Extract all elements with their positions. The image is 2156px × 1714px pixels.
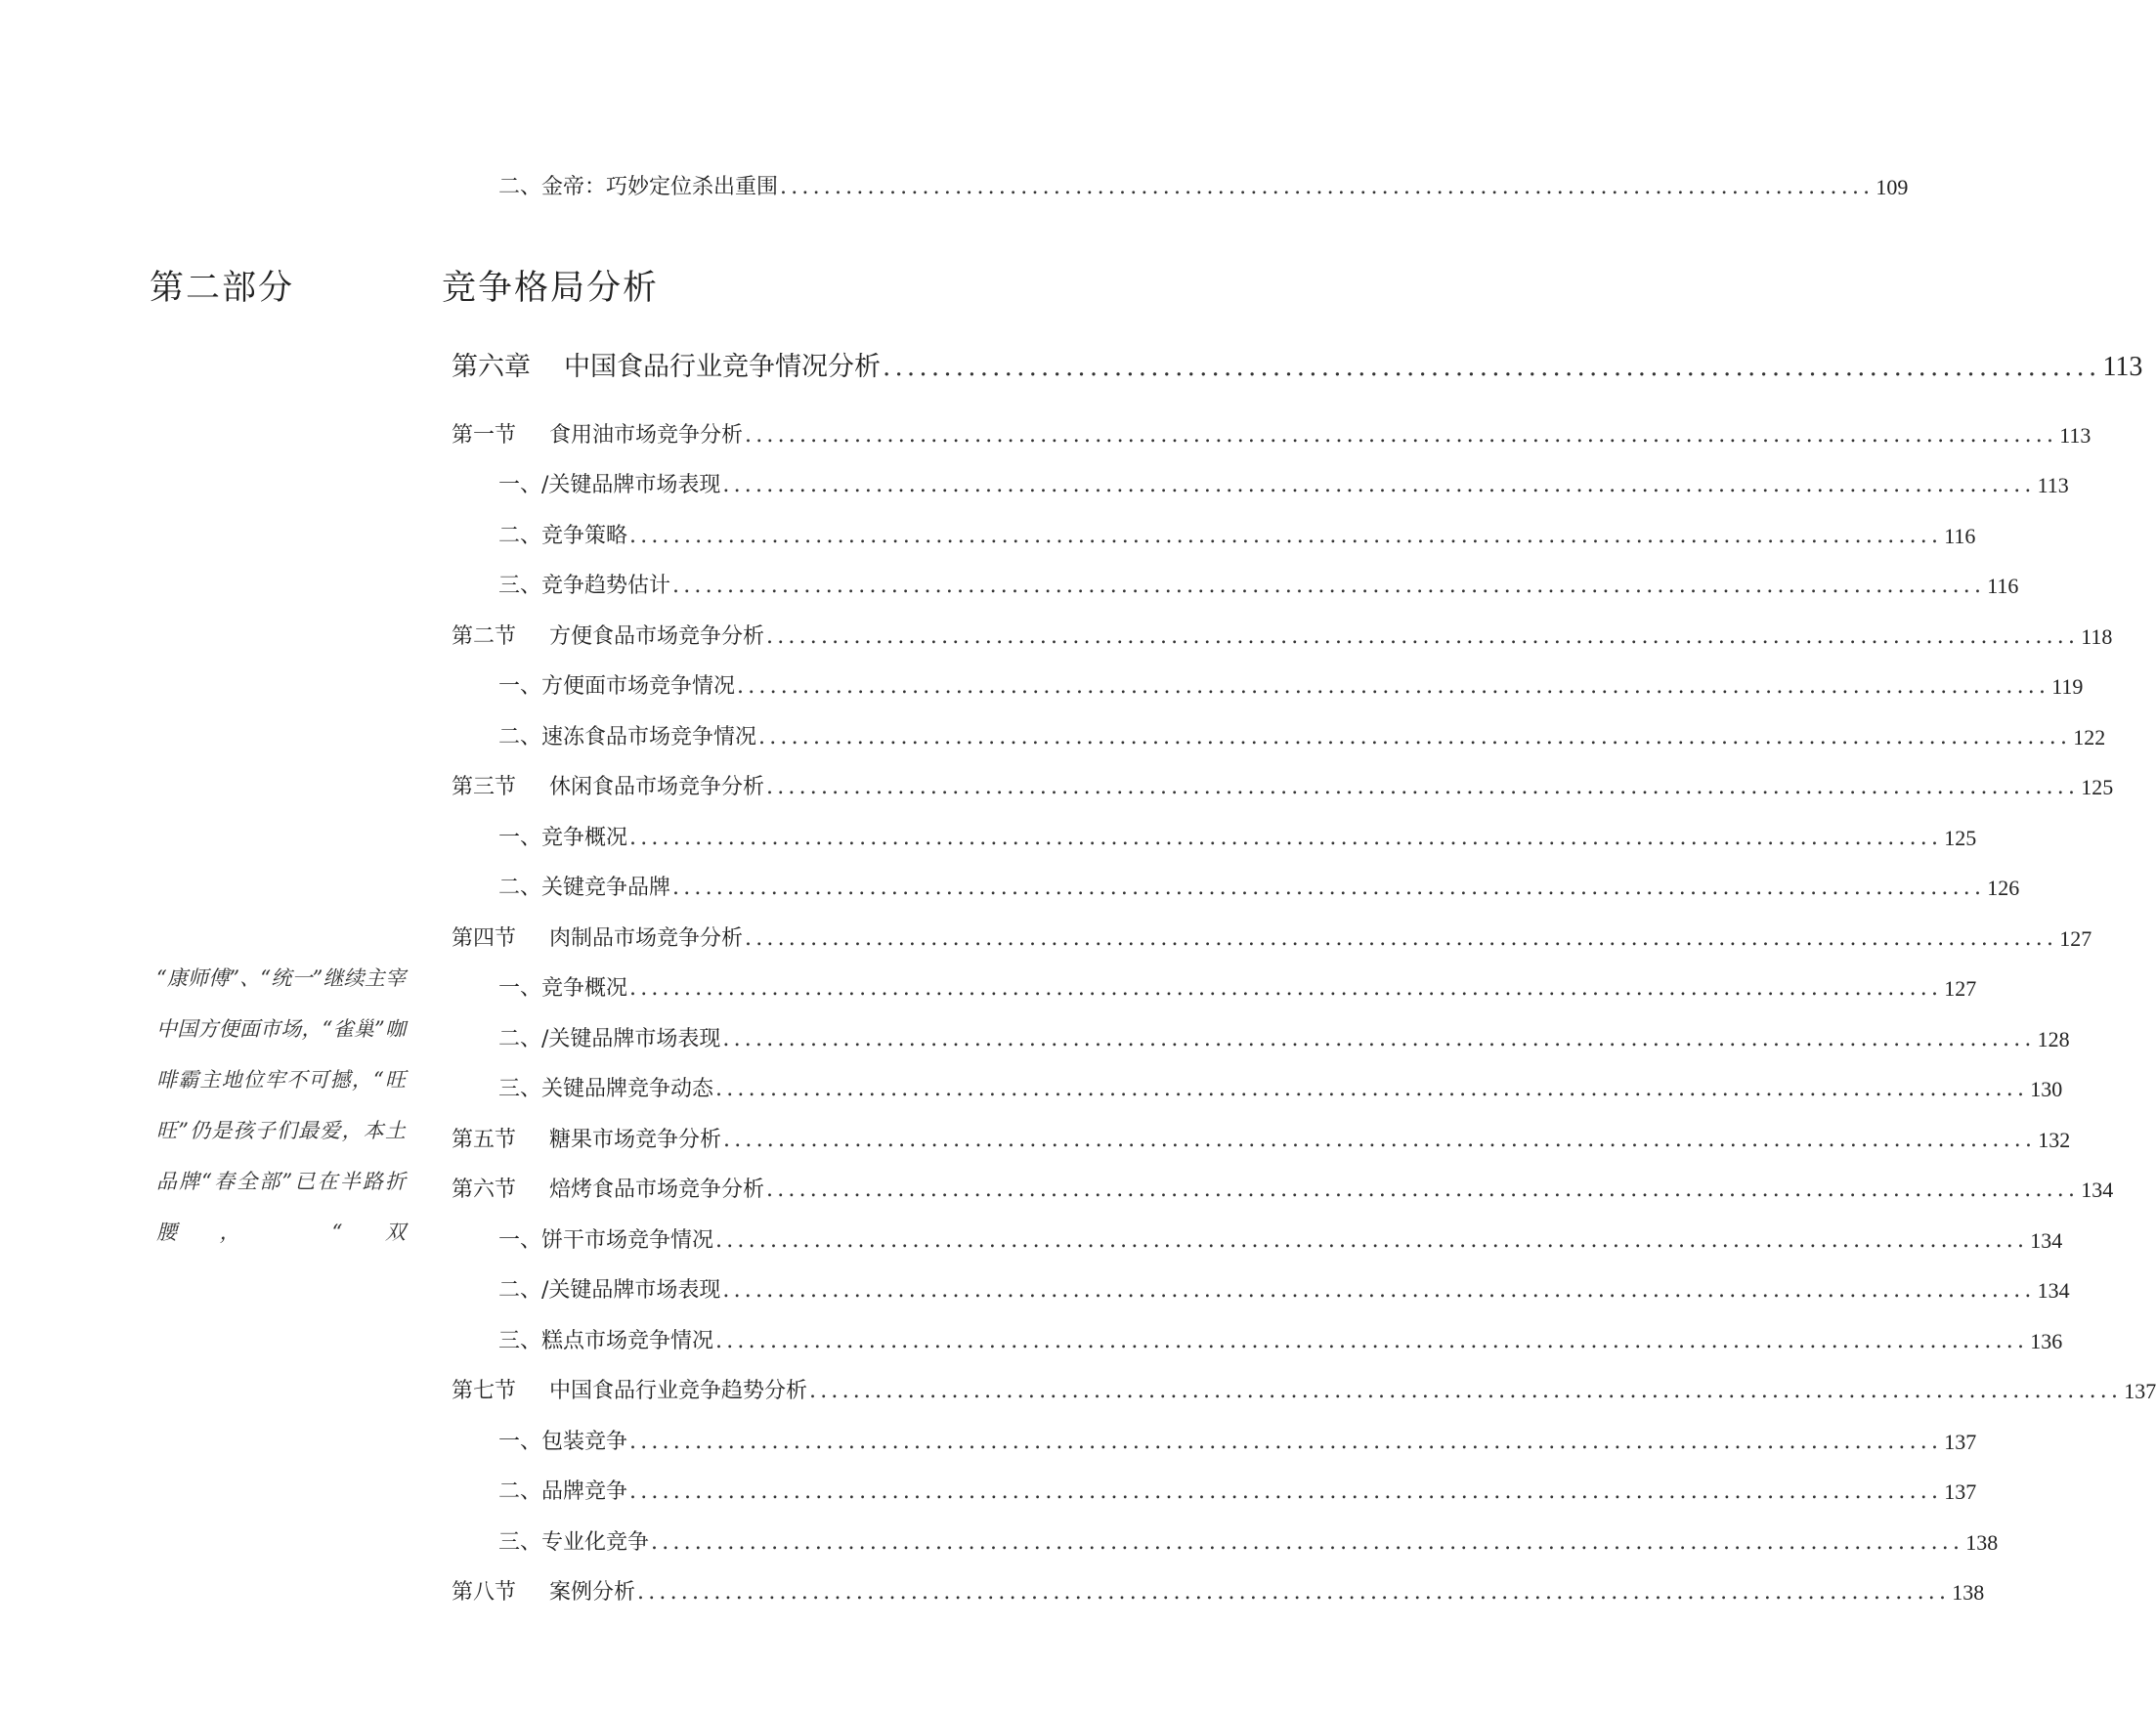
- toc-entry-title: 一、包装竞争: [498, 1429, 628, 1454]
- toc-page-number: 134: [2037, 1278, 2070, 1304]
- dot-leader: ........................................................................................................................: [629, 825, 1943, 850]
- dot-leader: ........................................................................................................................: [766, 623, 2080, 649]
- section-label: 第八节: [452, 1580, 517, 1606]
- toc-page-number: 128: [2037, 1026, 2070, 1051]
- toc-subsection-row[interactable]: [452, 461, 2069, 512]
- toc-entry-title: 休闲食品市场竞争分析: [549, 775, 765, 800]
- toc-entry-title: 三、竞争趋势估计: [498, 574, 671, 599]
- dot-leader: ........................................................................................................................: [722, 1026, 2036, 1051]
- section-label: 第六节: [452, 1178, 517, 1203]
- toc-page-number: 137: [1944, 1479, 1977, 1505]
- dot-leader: ....................................................................................................: [780, 175, 1875, 199]
- part-title: 竞争格局分析: [442, 269, 660, 308]
- dot-leader: ........................................................................................................................: [745, 422, 2058, 448]
- section-label: 第四节: [452, 925, 517, 951]
- toc-page-number: 134: [2030, 1227, 2063, 1253]
- toc-entry-title: 二、竞争策略: [498, 523, 628, 548]
- dot-leader: ........................................................................................................................: [629, 523, 1943, 548]
- toc-entry-title: 三、糕点市场竞争情况: [498, 1328, 714, 1353]
- toc-page-number: 127: [2059, 925, 2092, 951]
- toc-section-row[interactable]: [452, 1367, 2156, 1418]
- toc-subsection-row[interactable]: [452, 1216, 2063, 1266]
- toc-subsection-row[interactable]: [452, 1316, 2063, 1367]
- toc-page-number: 116: [1987, 574, 2019, 599]
- sidebar-pull-quote: “康师傅”、“统一”继续主宰中国方便面市场，“雀巢”咖啡霸主地位牢不可撼，“旺旺”仍是孩子们最爱，本土品牌“春全部”已在半路折腰， “双: [156, 966, 406, 1244]
- dot-leader: ........................................................................................................................: [715, 1077, 2029, 1102]
- toc-entry-title: 案例分析: [549, 1580, 636, 1606]
- toc-section-row[interactable]: [452, 612, 2113, 663]
- toc-subsection-row[interactable]: [452, 562, 2019, 613]
- dot-leader: ........................................................................................................................: [637, 1580, 1951, 1606]
- dot-leader: ........................................................................................................................: [758, 724, 2072, 750]
- toc-page-number: 138: [1965, 1529, 1999, 1555]
- toc-entry-title: 一、竞争概况: [498, 825, 628, 850]
- toc-page-number: 113: [2037, 473, 2069, 498]
- chapter-heading[interactable]: [452, 344, 2143, 391]
- dot-leader: ........................................................................................................................: [715, 1227, 2029, 1253]
- toc-entry-title: 焙烤食品市场竞争分析: [549, 1178, 765, 1203]
- chapter-page-number: 113: [2102, 352, 2143, 382]
- dot-leader: ........................................................................................................................: [745, 925, 2058, 951]
- toc-entry-title: 一、/关键品牌市场表现: [498, 473, 721, 498]
- toc-entry-title: 方便食品市场竞争分析: [549, 623, 765, 649]
- toc-subsection-row[interactable]: [452, 511, 1976, 562]
- toc-entry-title: 二、品牌竞争: [498, 1479, 628, 1505]
- toc-subsection-row[interactable]: [452, 1014, 2070, 1065]
- section-label: 第一节: [452, 422, 517, 448]
- toc-page-number: 137: [2124, 1379, 2156, 1404]
- toc-subsection-row[interactable]: [452, 864, 2020, 915]
- toc-entry-title: 肉制品市场竞争分析: [549, 925, 744, 951]
- toc-subsection-row[interactable]: [452, 1468, 1977, 1519]
- toc-subsection-row[interactable]: [452, 1266, 2070, 1317]
- toc-page-number: 119: [2051, 674, 2084, 700]
- toc-subsection-row[interactable]: [452, 1518, 1999, 1568]
- toc-page-number: 116: [1944, 523, 1976, 548]
- section-label: 第二节: [452, 623, 517, 649]
- part-label: 第二部分: [150, 269, 295, 308]
- dot-leader: ........................................................................................................................: [629, 1429, 1943, 1454]
- toc-section-row[interactable]: [452, 410, 2091, 461]
- toc-page-number: 118: [2081, 623, 2113, 649]
- toc-entry-title: 三、关键品牌竞争动态: [498, 1077, 714, 1102]
- toc-page-number: 127: [1944, 976, 1977, 1002]
- chapter-title: 中国食品行业竞争情况分析: [564, 352, 881, 382]
- section-label: 第七节: [452, 1379, 517, 1404]
- toc-subsection-row[interactable]: [452, 813, 1977, 864]
- toc-page-number: 113: [2059, 422, 2091, 448]
- toc-row[interactable]: [498, 168, 1909, 207]
- toc-entry-title: 二、/关键品牌市场表现: [498, 1278, 721, 1304]
- toc-page-number: 132: [2038, 1127, 2071, 1152]
- toc-subsection-row[interactable]: [452, 964, 1977, 1015]
- toc-page-number: 138: [1952, 1580, 1985, 1606]
- toc-page-number: 136: [2030, 1328, 2063, 1353]
- toc-section-row[interactable]: [452, 763, 2114, 814]
- toc-entry-title: 中国食品行业竞争趋势分析: [549, 1379, 808, 1404]
- toc-page-number: 126: [1987, 876, 2020, 901]
- toc-entry-continued: [498, 168, 1909, 207]
- toc-subsection-row[interactable]: [452, 1065, 2063, 1116]
- toc-section-row[interactable]: [452, 1568, 1985, 1619]
- dot-leader: ........................................................................................................................: [629, 1479, 1943, 1505]
- toc-entry-title: 三、专业化竞争: [498, 1529, 650, 1555]
- toc-page-number: 134: [2081, 1178, 2114, 1203]
- toc-subsection-row[interactable]: [452, 712, 2106, 763]
- toc-section-row[interactable]: [452, 1166, 2114, 1217]
- dot-leader: ....................................................................................................: [883, 353, 2101, 382]
- dot-leader: ........................................................................................................................: [715, 1328, 2029, 1353]
- toc-page-number: 125: [1944, 825, 1977, 850]
- dot-leader: ........................................................................................................................: [737, 674, 2050, 700]
- toc-entry-title: 二、速冻食品市场竞争情况: [498, 724, 757, 750]
- toc-entry-title: 一、竞争概况: [498, 976, 628, 1002]
- toc-entry-title: 二、/关键品牌市场表现: [498, 1026, 721, 1051]
- toc-subsection-row[interactable]: [452, 1417, 1977, 1468]
- toc-entry-title: 食用油市场竞争分析: [549, 422, 744, 448]
- chapter-label: 第六章: [452, 352, 531, 382]
- dot-leader: ........................................................................................................................: [766, 775, 2080, 800]
- toc-page-number: 137: [1944, 1429, 1977, 1454]
- toc-section-row[interactable]: [452, 914, 2092, 964]
- section-label: 第五节: [452, 1127, 517, 1152]
- dot-leader: ........................................................................................................................: [672, 574, 1986, 599]
- toc-entry-title: 二、金帝：巧妙定位杀出重围: [498, 175, 779, 199]
- dot-leader: ........................................................................................................................: [722, 1278, 2036, 1304]
- toc-page-number: 125: [2081, 775, 2114, 800]
- toc-page-number: 122: [2073, 724, 2106, 750]
- toc-section-row[interactable]: [452, 1115, 2071, 1166]
- dot-leader: ........................................................................................................................: [809, 1379, 2123, 1404]
- toc-page-number: 130: [2030, 1077, 2063, 1102]
- toc-entry-title: 二、关键竞争品牌: [498, 876, 671, 901]
- toc-page-number: 109: [1876, 175, 1909, 199]
- dot-leader: ........................................................................................................................: [766, 1178, 2080, 1203]
- dot-leader: ........................................................................................................................: [651, 1529, 1964, 1555]
- toc-entry-title: 糖果市场竞争分析: [549, 1127, 722, 1152]
- toc-entry-title: 一、方便面市场竞争情况: [498, 674, 736, 700]
- table-of-contents: [452, 410, 2156, 1618]
- toc-entry-title: 一、饼干市场竞争情况: [498, 1227, 714, 1253]
- dot-leader: ........................................................................................................................: [629, 976, 1943, 1002]
- dot-leader: ........................................................................................................................: [672, 876, 1986, 901]
- dot-leader: ........................................................................................................................: [723, 1127, 2037, 1152]
- section-label: 第三节: [452, 775, 517, 800]
- dot-leader: ........................................................................................................................: [722, 473, 2036, 498]
- toc-subsection-row[interactable]: [452, 663, 2084, 713]
